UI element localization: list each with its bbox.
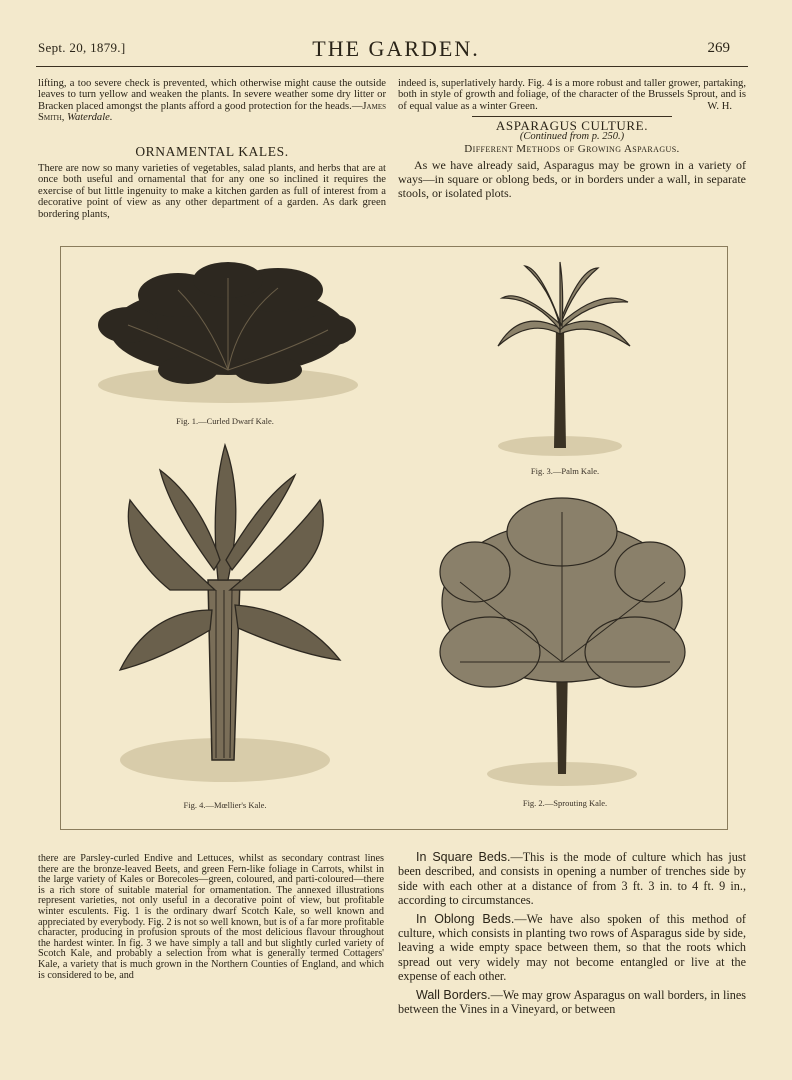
ornamental-kales-text: There are now so many varieties of vegetables, salad plants, and herbs that are at once both useful and ornamental that for any one so inclined it requires the exercise of but little ingenuity to make a kitchen garden as full of interest from a decorative point of view as any other department of a garden. As dark green bordering plants, [38, 163, 386, 220]
continued-note: (Continued from p. 250.) [519, 131, 625, 143]
square-beds-paragraph [398, 850, 746, 908]
top-left-column [38, 78, 386, 220]
signature-place: Waterdale. [67, 112, 113, 124]
figure-1-caption: Fig. 1.—Curled Dwarf Kale. [176, 416, 274, 426]
page-number: 269 [707, 40, 730, 56]
square-beds-heading: In Square Beds. [416, 850, 511, 864]
wall-borders-paragraph [398, 988, 746, 1017]
oblong-beds-text: —We have also spoken of this method of culture, which consists in planting two rows of Asparagus side by side, leaving a wide empty space between them, so that the roots which spread out very widely may not become entangled or live at the expense of each other. [398, 911, 746, 984]
initials: W. H. [707, 101, 732, 113]
intro-text: lifting, a too severe check is prevented, which otherwise might cause the outside leaves to turn yellow and weaken the plants. In severe weather some dry litter or Bracken placed amongst the plants afford a good protection for the heads.— [38, 78, 386, 112]
kales-continued-text: there are Parsley-curled Endive and Lettuces, whilst as secondary contrast lines there are the bronze-leaved Beets, and green Fern-like foliage in Carrots, whilst in the large variety of Kales or Borecoles—green, coloured, and parti-coloured—there is a rich store of suitable material for ornamentation. The annexed illustrations represent varieties, not only useful in a decorative point of view, but profitable winter esculents. Fig. 1 is the ordinary dwarf Scotch Kale, so well known and appreciated by everybody. Fig. 2 is not so well known, but is of a far more profitable character, producing in profusion sprouts of the most delicious flavour throughout the hardest winter. In fig. 3 we have simply a tall and but slightly curled variety of Scotch Kale, and probably a selection from what is generally termed Cottagers' Kale, a variety that is much grown in the Northern Counties of England, and which is considered to be, and [38, 853, 384, 981]
top-right-column [398, 78, 746, 200]
asparagus-methods [398, 850, 746, 1016]
curled-dwarf-kale-illustration [88, 260, 368, 412]
header-title: THE GARDEN. [312, 36, 480, 61]
moelliers-kale-illustration [100, 440, 350, 795]
asparagus-subheading: Different Methods of Growing Asparagus. [464, 143, 680, 156]
wall-borders-heading: Wall Borders. [416, 987, 491, 1002]
square-beds-text: —This is the mode of culture which has just been described, and consists in opening a number of trenches side by side with each other at a distance of from 3 ft. 3 in. to 4 ft. 9 in., according to circumstances. [398, 850, 746, 908]
intro-paragraph [38, 78, 386, 124]
asparagus-intro: As we have already said, Asparagus may be grown in a variety of ways—in square or oblong beds, or in borders under a wall, in separate stools, or isolated plots. [398, 157, 746, 200]
figure-2-caption: Fig. 2.—Sprouting Kale. [522, 798, 608, 808]
figure-4-caption: Fig. 4.—Mœllier's Kale. [183, 800, 267, 810]
sprouting-kale-illustration [430, 492, 694, 792]
wall-borders-text: —We may grow Asparagus on wall borders, in lines between the Vines in a Vineyard, or between [398, 987, 746, 1017]
ornamental-kales-heading: ORNAMENTAL KALES. [135, 143, 289, 159]
header-rule [36, 66, 748, 67]
palm-kale-illustration [490, 258, 640, 463]
oblong-beds-paragraph [398, 912, 746, 984]
section-divider [472, 116, 672, 117]
continued-paragraph [398, 78, 746, 113]
header-date: Sept. 20, 1879.] [38, 40, 126, 55]
figure-3-caption: Fig. 3.—Palm Kale. [530, 466, 600, 476]
asparagus-heading: ASPARAGUS CULTURE. [495, 117, 649, 133]
oblong-beds-heading: In Oblong Beds. [416, 911, 515, 926]
continued-text: indeed is, superlatively hardy. Fig. 4 is a more robust and taller grower, partaking, both in style of growth and foliage, of the character of the Brussels Sprout, and is of equal value as a winter Green. [398, 78, 746, 112]
signature: James Smith, [38, 100, 386, 124]
